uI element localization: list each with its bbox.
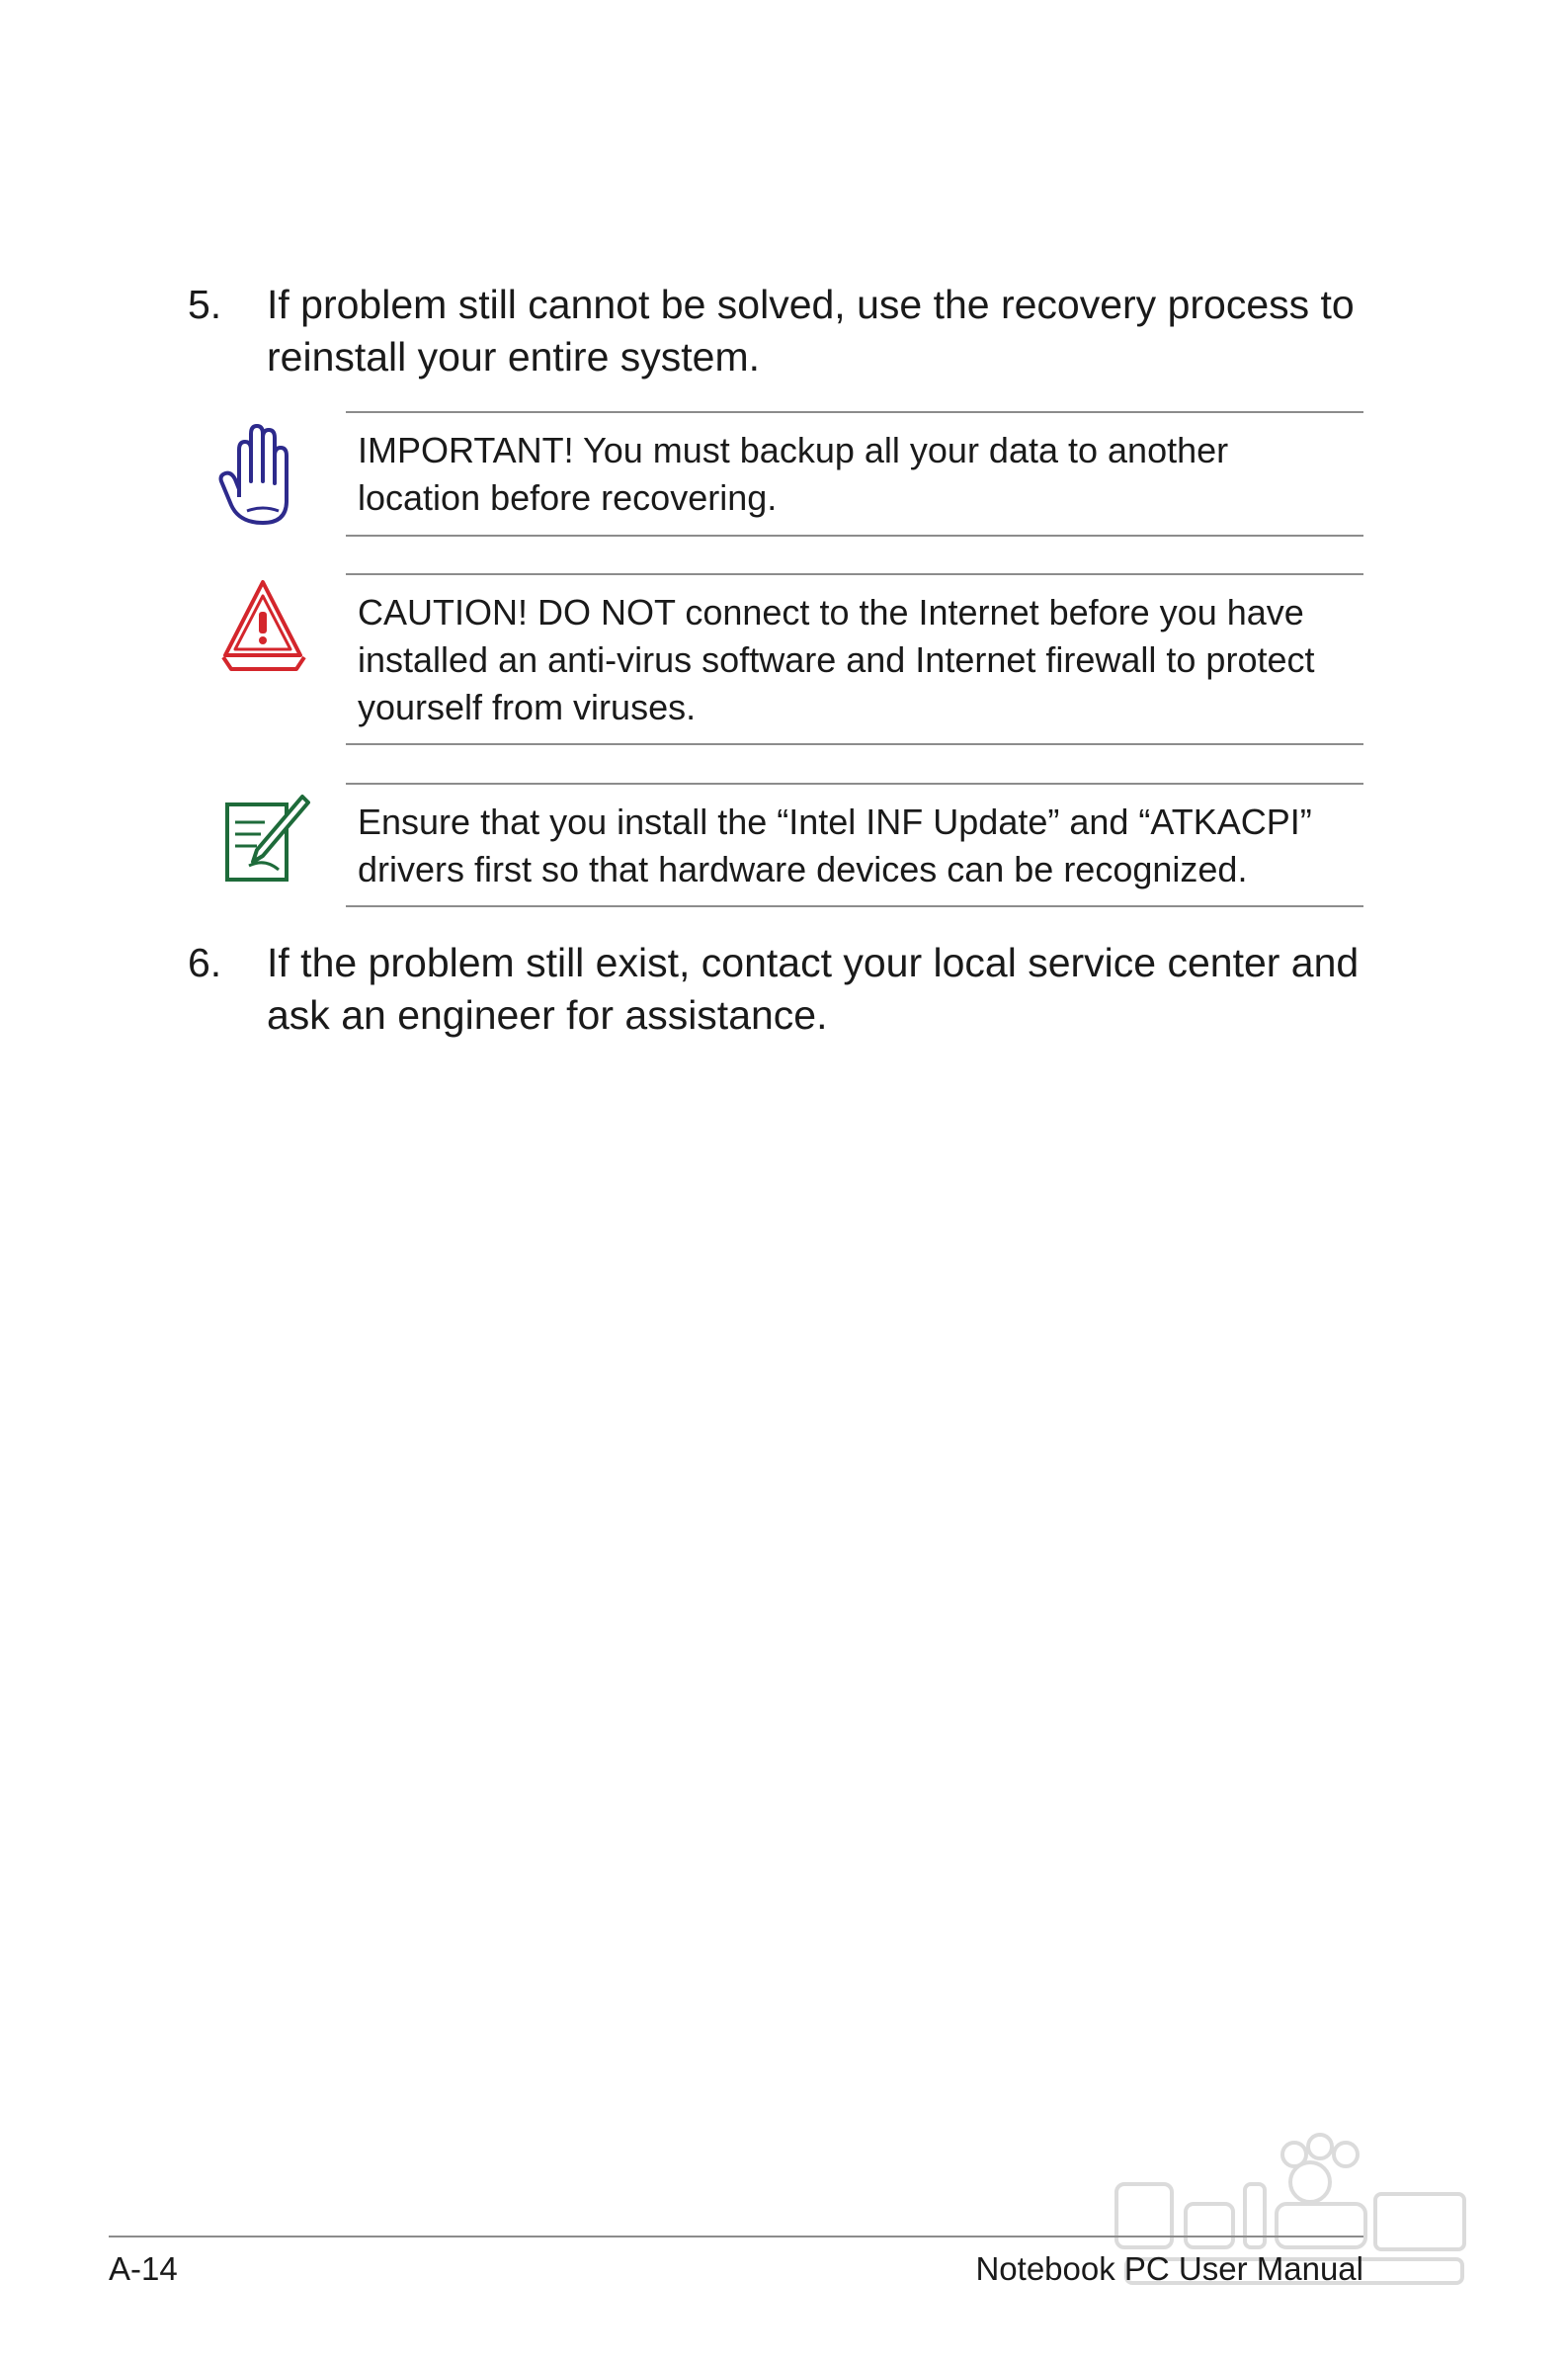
note-pencil-icon [221, 791, 310, 886]
warning-triangle-icon [219, 578, 306, 673]
footer-rule [109, 2236, 1363, 2237]
important-notice [346, 411, 1363, 537]
step-number: 5. [188, 282, 222, 327]
step-text: If the problem still exist, contact your local service center and ask an engineer for assistance. [267, 940, 1360, 1038]
page-number: A-14 [109, 2250, 178, 2287]
important-notice-text: IMPORTANT! You must backup all your data to another location before recovering. [358, 430, 1229, 518]
caution-notice [346, 573, 1363, 745]
step-text: If problem still cannot be solved, use the recovery process to reinstall your entire system. [267, 282, 1355, 380]
caution-notice-text: CAUTION! DO NOT connect to the Internet before you have installed an anti-virus software and Internet firewall to protect yourself from viruses. [358, 592, 1315, 727]
step-number: 6. [188, 940, 222, 985]
manual-title: Notebook PC User Manual [975, 2250, 1363, 2287]
note-notice-text: Ensure that you install the “Intel INF Update” and “ATKACPI” drivers first so that hardware devices can be recognized. [358, 802, 1312, 889]
hand-stop-icon [217, 420, 296, 529]
note-notice [346, 783, 1363, 907]
